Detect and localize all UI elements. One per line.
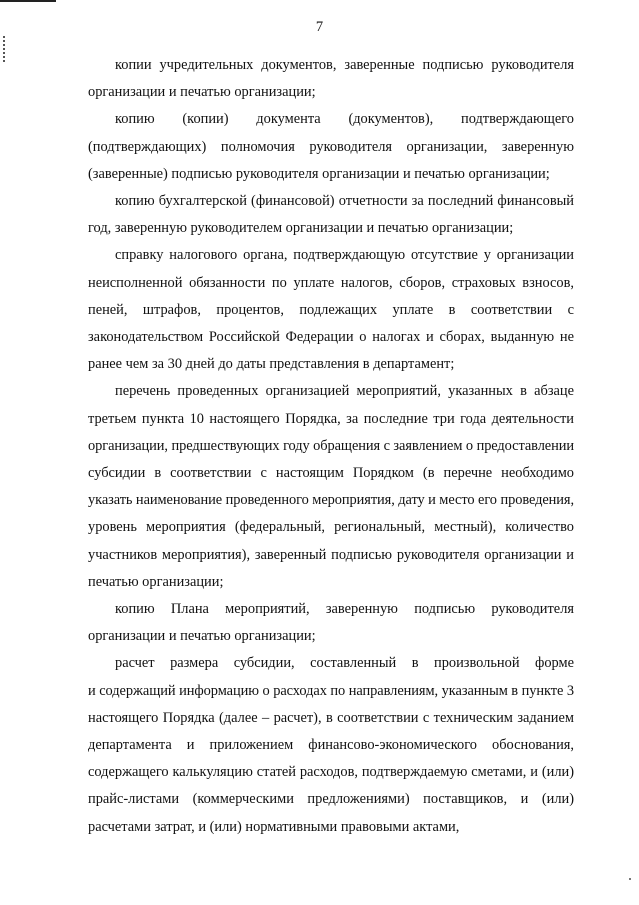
paragraph — [88, 650, 574, 840]
paragraph-line: неисполненной обязанности по уплате налогов, сборов, страховых взносов, — [88, 274, 574, 291]
page-number: 7 — [315, 19, 324, 35]
paragraph-line: (подтверждающих) полномочия руководителя организации, заверенную — [88, 138, 574, 155]
paragraph-line: год, заверенную руководителем организации и печатью организации; — [88, 220, 514, 237]
paragraph-line: организации, предшествующих году обращения с заявлением о предоставлении — [88, 437, 574, 454]
paragraph-line: уровень мероприятия (федеральный, региональный, местный), количество — [88, 519, 574, 536]
paragraph-line: субсидии в соответствии с настоящим Порядком (в перечне необходимо — [88, 465, 574, 482]
paragraph-line: законодательством Российской Федерации о налогах и сборах, выданную не — [88, 329, 574, 346]
paragraph-line: третьем пункта 10 настоящего Порядка, за последние три года деятельности — [88, 410, 574, 427]
scan-speck — [629, 878, 631, 880]
paragraph-line: прайс-листами (коммерческими предложениями) поставщиков, и (или) — [88, 791, 574, 808]
paragraph-line: копию Плана мероприятий, заверенную подписью руководителя — [115, 601, 574, 618]
paragraph-line: и содержащий информацию о расходах по направлениям, указанным в пункте 3 — [88, 682, 574, 699]
paragraph-line: расчетами затрат, и (или) нормативными правовыми актами, — [88, 818, 460, 835]
paragraph — [88, 596, 574, 650]
scan-margin-dots — [3, 36, 7, 62]
paragraph-line: печатью организации; — [88, 573, 224, 590]
paragraph-line: копию (копии) документа (документов), подтверждающего — [115, 111, 574, 128]
paragraph — [88, 52, 574, 106]
paragraph — [88, 106, 574, 188]
paragraph-line: организации и печатью организации; — [88, 628, 316, 645]
paragraph-line: расчет размера субсидии, составленный в произвольной форме — [115, 655, 574, 672]
paragraph-line: настоящего Порядка (далее – расчет), в соответствии с техническим заданием — [88, 709, 574, 726]
paragraph — [88, 378, 574, 596]
paragraph-line: ранее чем за 30 дней до даты представления в департамент; — [88, 356, 455, 373]
paragraph-line: пеней, штрафов, процентов, подлежащих уплате в соответствии с — [88, 301, 574, 318]
document-body — [88, 52, 574, 841]
paragraph-line: справку налогового органа, подтверждающую отсутствие у организации — [115, 247, 574, 264]
paragraph-line: участников мероприятия), заверенный подписью руководителя организации и — [88, 546, 574, 563]
paragraph-line: содержащего калькуляцию статей расходов, подтверждаемую сметами, и (или) — [88, 764, 574, 781]
paragraph-line: (заверенные) подписью руководителя организации и печатью организации; — [88, 165, 550, 182]
paragraph — [88, 188, 574, 242]
scan-edge-mark — [0, 0, 56, 2]
paragraph-line: копии учредительных документов, заверенные подписью руководителя — [115, 57, 574, 73]
paragraph-line: департамента и приложением финансово-экономического обоснования, — [88, 737, 574, 754]
paragraph-line: указать наименование проведенного мероприятия, дату и место его проведения, — [88, 492, 574, 509]
paragraph-line: копию бухгалтерской (финансовой) отчетности за последний финансовый — [115, 193, 574, 210]
paragraph-line: организации и печатью организации; — [88, 84, 316, 101]
paragraph-line: перечень проведенных организацией мероприятий, указанных в абзаце — [115, 383, 574, 400]
paragraph — [88, 242, 574, 378]
